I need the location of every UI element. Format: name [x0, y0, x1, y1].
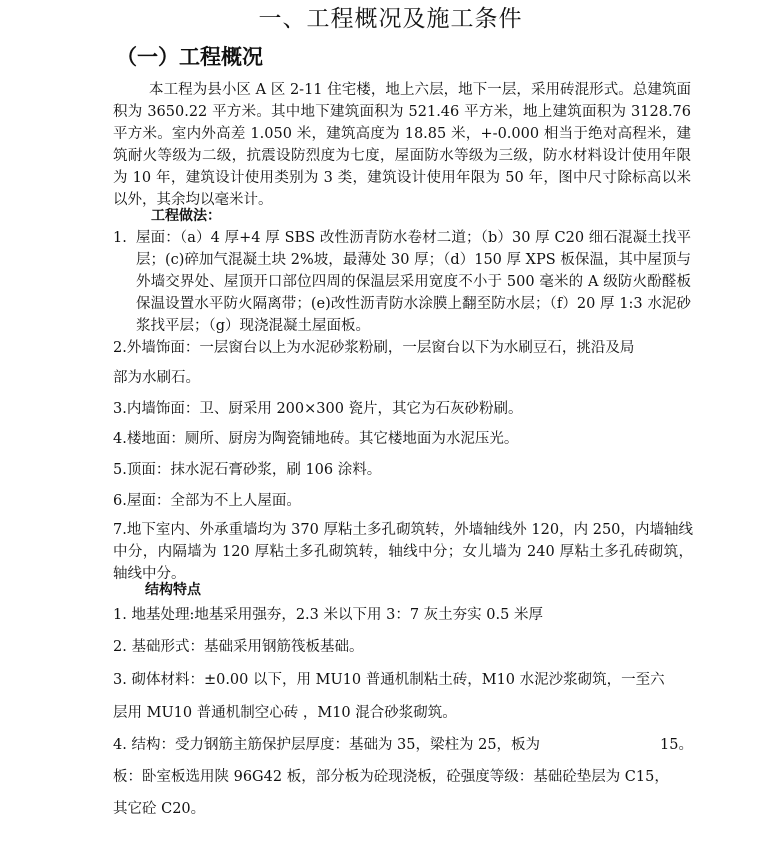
- masonry-line1: 3. 砌体材料：±0.00 以下，用 MU10 普通机制粘土砖，M10 水泥沙浆砌筑，一至六: [113, 672, 665, 688]
- concrete-grade-line: 其它砼 C20。: [113, 801, 206, 817]
- exterior-wall-line2: 部为水刷石。: [113, 370, 200, 386]
- overview-text: 本工程为县小区 A 区 2-11 住宅楼，地上六层，地下一层，采用砖混形式。总建筑面积为 3650.22 平方米。其中地下建筑面积为 521.46 平方米，地上建筑面积为 3128.76 平方米。室内外高差 1.050 米，建筑高度为 18.85 米，+-0.000 相当于绝对高程米，建筑耐火等级为二级，抗震设防烈度为七度，屋面防水等级为三级，防水材料设计使用年限为 10 年，建筑设计使用类别为 3 类，建筑设计使用年限为 50 年，图中尺寸除标高以米以外，其余均以毫米计。: [113, 82, 691, 208]
- roof-type-item: 6.屋面：全部为不上人屋面。: [113, 493, 301, 509]
- ceiling-item: 5.顶面：抹水泥石膏砂浆，刷 106 涂料。: [113, 462, 382, 478]
- exterior-wall-line1: 2.外墙饰面：一层窗台以上为水泥砂浆粉刷，一层窗台以下为水刷豆石，挑沿及局: [113, 340, 635, 356]
- slab-line: 板：卧室板选用陕 96G42 板，部分板为砼现浇板，砼强度等级：基础砼垫层为 C15，: [113, 769, 669, 785]
- basement-wall-item: 7.地下室内、外承重墙均为 370 厚粘土多孔砌筑转，外墙轴线外 120，内 250，内墙轴线中分，内隔墙为 120 厚粘土多孔砌筑转，轴线中分；女儿墙为 240 厚粘土多孔砖砌筑，轴线中分。: [113, 522, 693, 582]
- structure-cover-value: 15。: [660, 737, 693, 753]
- structure-cover-text: 4. 结构：受力钢筋主筋保护层厚度：基础为 35，梁柱为 25，板为: [113, 737, 541, 753]
- structure-cover-row: [113, 734, 693, 756]
- foundation-treatment-item: 1. 地基处理:地基采用强夯，2.3 米以下用 3：7 灰土夯实 0.5 米厚: [113, 607, 543, 623]
- masonry-line2: 层用 MU10 普通机制空心砖 ，M10 混合砂浆砌筑。: [113, 705, 457, 721]
- section-heading: （一）工程概况: [116, 45, 263, 69]
- structural-features-heading: 结构特点: [145, 582, 201, 598]
- list-item-number: 1.: [113, 230, 127, 246]
- foundation-type-item: 2. 基础形式：基础采用钢筋筏板基础。: [113, 639, 364, 655]
- overview-paragraph: [113, 79, 691, 211]
- page-title: 一、工程概况及施工条件: [258, 6, 523, 32]
- construction-methods-heading: 工程做法：: [151, 208, 221, 224]
- floor-item: 4.楼地面：厕所、厨房为陶瓷铺地砖。其它楼地面为水泥压光。: [113, 431, 519, 447]
- roof-method-text: 屋面：（a）4 厚+4 厚 SBS 改性沥青防水卷材二道；（b）30 厚 C20 细石混凝土找平层；(c)碎加气混凝土块 2%坡，最薄处 30 厚；（d）150 厚 XPS 板保温，其中屋顶与外墙交界处、屋顶开口部位四周的保温层采用宽度不小于 500 毫米的 A 级防火酚醛板保温设置水平防火隔离带；(e)改性沥青防水涂膜上翻至防水层；（f）20 厚 1:3 水泥砂浆找平层；（g）现浇混凝土屋面板。: [136, 230, 691, 334]
- interior-wall-item: 3.内墙饰面：卫、厨采用 200×300 瓷片，其它为石灰砂粉刷。: [113, 401, 523, 417]
